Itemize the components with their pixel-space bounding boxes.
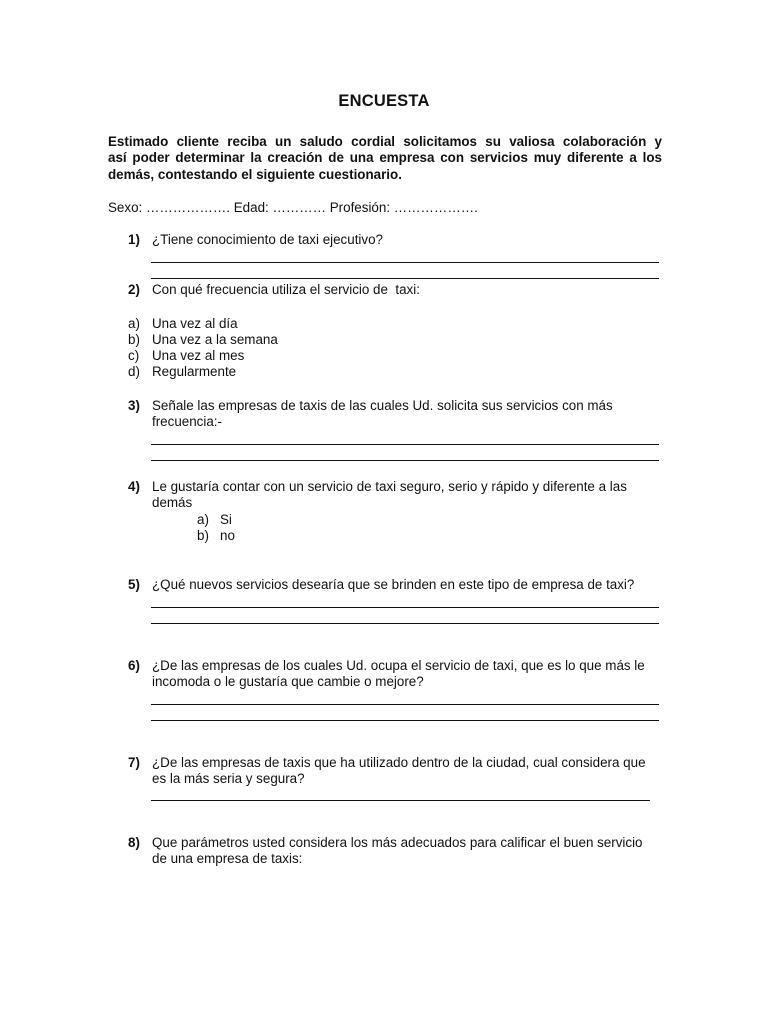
option-text[interactable]: Una vez al mes bbox=[152, 348, 245, 363]
question-text: Señale las empresas de taxis de las cuales Ud. solicita sus servicios con más bbox=[152, 398, 613, 413]
option-letter: b) bbox=[197, 528, 209, 543]
answer-line[interactable] bbox=[151, 623, 659, 624]
question-text: de una empresa de taxis: bbox=[152, 851, 303, 866]
option-letter: c) bbox=[128, 348, 140, 363]
answer-line[interactable] bbox=[151, 720, 659, 721]
question-number: 4) bbox=[128, 479, 140, 494]
option-text[interactable]: Si bbox=[220, 512, 232, 527]
question-number: 5) bbox=[128, 577, 140, 592]
question-text: es la más seria y segura? bbox=[152, 771, 305, 786]
intro-line: así poder determinar la creación de una empresa con servicios muy diferente a los bbox=[108, 150, 662, 166]
question-text: Que parámetros usted considera los más adecuados para calificar el buen servicio bbox=[152, 835, 643, 850]
option-text[interactable]: Una vez al día bbox=[152, 316, 238, 331]
answer-line[interactable] bbox=[151, 704, 659, 705]
intro-paragraph bbox=[108, 134, 662, 183]
survey-title: ENCUESTA bbox=[338, 92, 430, 110]
question-number: 8) bbox=[128, 835, 140, 850]
answer-line[interactable] bbox=[151, 444, 659, 445]
question-number: 3) bbox=[128, 398, 140, 413]
option-letter: a) bbox=[128, 316, 140, 331]
question-text: incomoda o le gustaría que cambie o mejore? bbox=[152, 674, 424, 689]
question-text: Le gustaría contar con un servicio de taxi seguro, serio y rápido y diferente a las bbox=[152, 479, 627, 494]
question-text: ¿De las empresas de taxis que ha utilizado dentro de la ciudad, cual considera que bbox=[152, 755, 646, 770]
question-number: 1) bbox=[128, 232, 140, 247]
question-number: 2) bbox=[128, 282, 140, 297]
answer-line[interactable] bbox=[151, 800, 650, 801]
question-text: demás bbox=[152, 495, 193, 510]
question-text: Con qué frecuencia utiliza el servicio de taxi: bbox=[152, 282, 420, 297]
intro-line: Estimado cliente reciba un saludo cordial solicitamos su valiosa colaboración y bbox=[108, 134, 662, 149]
respondent-fields: Sexo: ………………. Edad: ………… Profesión: ………………. bbox=[108, 200, 478, 215]
intro-line: demás, contestando el siguiente cuestionario. bbox=[108, 166, 402, 182]
question-text: ¿Tiene conocimiento de taxi ejecutivo? bbox=[152, 232, 383, 247]
option-letter: b) bbox=[128, 332, 140, 347]
option-text[interactable]: Regularmente bbox=[152, 364, 237, 379]
option-letter: d) bbox=[128, 364, 140, 379]
question-text: ¿Qué nuevos servicios desearía que se brinden en este tipo de empresa de taxi? bbox=[152, 577, 635, 592]
option-letter: a) bbox=[197, 512, 209, 527]
answer-line[interactable] bbox=[151, 262, 659, 263]
question-text: ¿De las empresas de los cuales Ud. ocupa el servicio de taxi, que es lo que más le bbox=[152, 658, 645, 673]
answer-line[interactable] bbox=[151, 607, 659, 608]
option-text[interactable]: no bbox=[220, 528, 235, 543]
answer-line[interactable] bbox=[151, 278, 659, 279]
question-number: 7) bbox=[128, 755, 140, 770]
question-text: frecuencia:- bbox=[152, 414, 222, 429]
question-number: 6) bbox=[128, 658, 140, 673]
option-text[interactable]: Una vez a la semana bbox=[152, 332, 278, 347]
answer-line[interactable] bbox=[151, 460, 659, 461]
